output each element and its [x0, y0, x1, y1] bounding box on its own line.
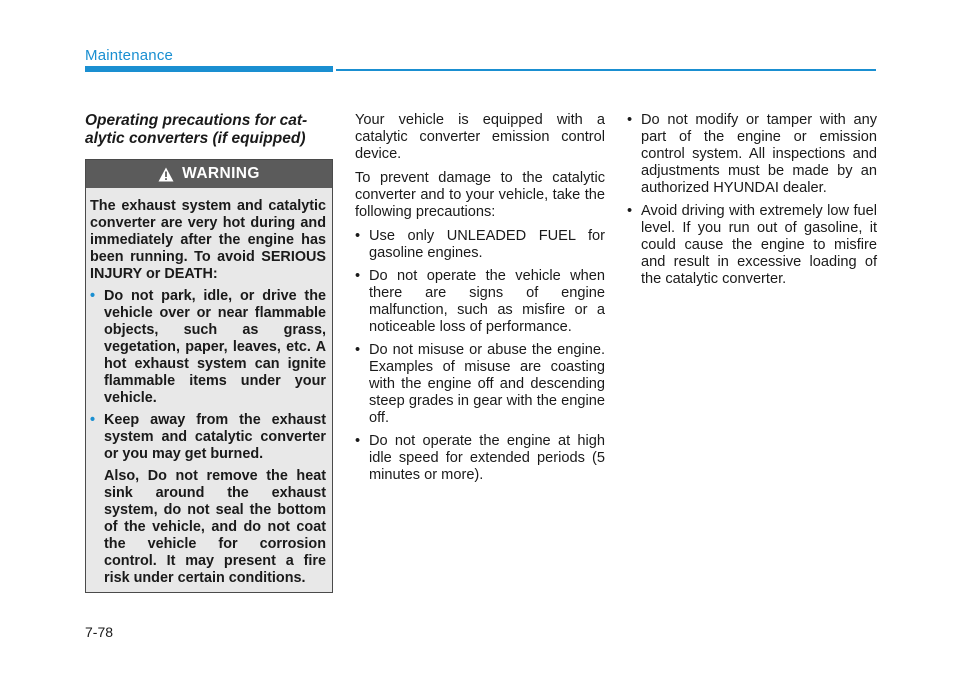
paragraph: To prevent damage to the catalytic converter and to your vehicle, take the following precautions: — [355, 170, 605, 220]
warning-intro: The exhaust system and catalytic converter are very hot during and immediately after the engine has been running. To avoid SERIOUS INJURY or DEATH: — [90, 198, 326, 282]
list-item — [355, 433, 605, 484]
list-item — [627, 203, 877, 288]
warning-bullet — [90, 288, 326, 407]
list-item-text: Use only UNLEADED FUEL for gasoline engines. — [369, 228, 605, 261]
warning-box — [85, 159, 333, 593]
paragraph: Your vehicle is equipped with a catalytic converter emission control device. — [355, 112, 605, 162]
list-item — [355, 228, 605, 262]
column-left — [85, 112, 333, 148]
list-item-text: Do not modify or tamper with any part of the engine or emission control system. All inspections and adjustments must be made by an authorized HYUNDAI dealer. — [641, 112, 877, 196]
warning-body — [90, 198, 326, 592]
bullet-dot-icon: • — [355, 433, 361, 449]
bullet-dot-icon: • — [355, 268, 361, 284]
bullet-dot-icon: • — [627, 112, 633, 128]
warning-followup: Also, Do not remove the heat sink around the exhaust system, do not seal the bottom of the vehicle, and do not coat the vehicle for corrosion control. It may present a fire risk under certain conditions. — [104, 468, 326, 586]
page-number: 7-78 — [85, 624, 114, 640]
column-middle — [355, 112, 605, 490]
column-right — [627, 112, 877, 294]
warning-bullet-text: Do not park, idle, or drive the vehicle over or near flammable objects, such as grass, vegetation, paper, leaves, etc. A hot exhaust system can ignite flammable items under your vehicle. — [104, 288, 326, 406]
bullet-dot-icon: • — [90, 288, 96, 304]
heading-line-1: Operating precautions for cat- — [85, 112, 308, 129]
bullet-dot-icon: • — [355, 228, 361, 244]
list-item — [627, 112, 877, 197]
bullet-dot-icon: • — [90, 412, 96, 428]
warning-bullet-text: Keep away from the exhaust system and catalytic converter or you may get burned. — [104, 412, 326, 462]
list-item-text: Avoid driving with extremely low fuel level. If you run out of gasoline, it could cause the engine to misfire and result in excessive loading of the catalytic converter. — [641, 203, 877, 287]
section-heading — [85, 112, 333, 148]
warning-bullet — [90, 412, 326, 463]
list-item-text: Do not operate the engine at high idle speed for extended periods (5 minutes or more). — [369, 433, 605, 483]
list-item — [355, 342, 605, 427]
warning-triangle-icon — [158, 167, 174, 182]
list-item — [355, 268, 605, 336]
warning-title: WARNING — [182, 165, 260, 182]
heading-line-2: alytic converters (if equipped) — [85, 130, 306, 147]
header-rule-thin — [336, 69, 876, 71]
list-item-text: Do not operate the vehicle when there are signs of engine malfunction, such as misfire or a noticeable loss of performance. — [369, 268, 605, 335]
bullet-dot-icon: • — [627, 203, 633, 219]
bullet-dot-icon: • — [355, 342, 361, 358]
header-rule-thick — [85, 66, 333, 72]
warning-header — [86, 160, 332, 188]
section-title: Maintenance — [85, 47, 174, 64]
list-item-text: Do not misuse or abuse the engine. Examples of misuse are coasting with the engine off and descending steep grades in gear with the engine off. — [369, 342, 605, 426]
